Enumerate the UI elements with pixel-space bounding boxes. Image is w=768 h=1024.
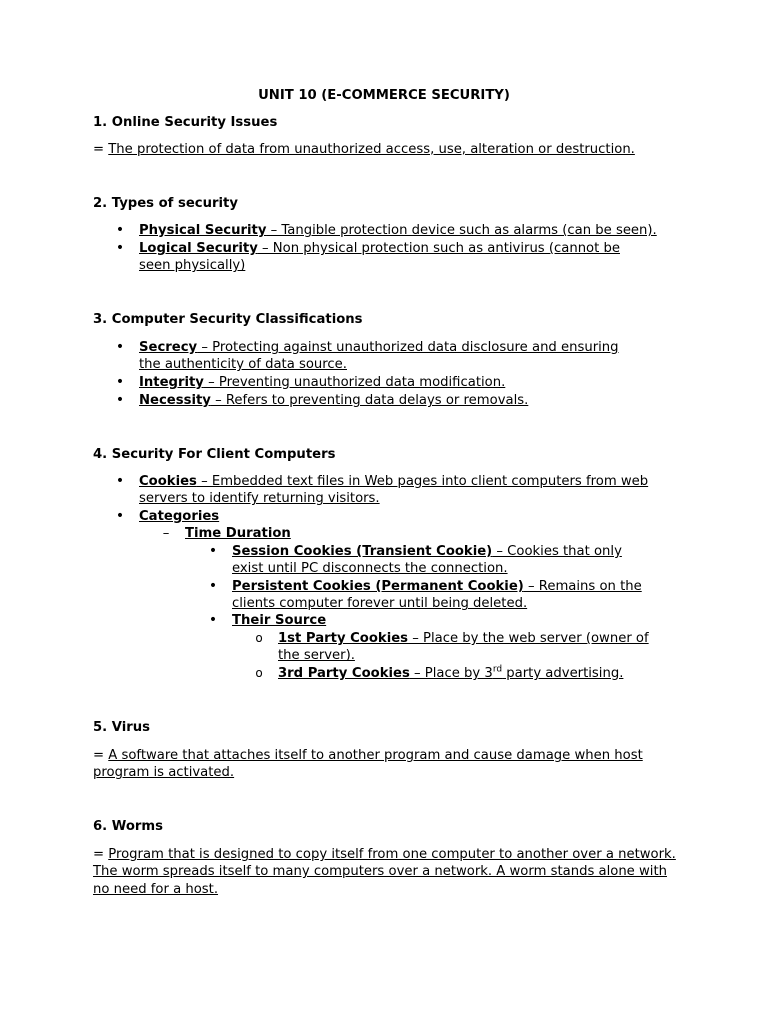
bullet-icon (113, 222, 127, 239)
item-term: Categories (139, 509, 220, 524)
bullet-icon (113, 392, 127, 409)
section-3-heading (93, 311, 693, 328)
section-heading: 4. Security For Client Computers (93, 447, 336, 462)
item-term: 3rd Party Cookies (278, 666, 410, 681)
bullet-icon (206, 612, 220, 629)
item-desc: – Remains on the clients computer forever until being deleted. (232, 579, 642, 612)
definition-prefix: = (93, 847, 109, 862)
item-term: 1st Party Cookies (278, 631, 409, 646)
definition-text: The protection of data from unauthorized access, use, alteration or destruction. (108, 142, 635, 157)
item-term: Logical Security (139, 241, 258, 256)
item-term: Cookies (139, 474, 197, 489)
bullet-icon (206, 578, 220, 595)
bullet-icon (113, 473, 127, 490)
section-heading: 3. Computer Security Classifications (93, 312, 363, 327)
section-heading: 2. Types of security (93, 196, 238, 211)
bullet-icon (113, 339, 127, 356)
definition-prefix: = (93, 748, 109, 763)
section-2-heading (93, 195, 693, 212)
item-term: Secrecy (139, 340, 198, 355)
section-1-definition (93, 141, 683, 158)
item-desc: – Tangible protection device such as alarms (can be seen). (266, 223, 657, 238)
section-6-heading (93, 818, 693, 835)
dash-icon (159, 525, 173, 542)
item-term: Session Cookies (Transient Cookie) (232, 544, 493, 559)
item-desc: – Cookies that only exist until PC disconnects the connection. (232, 544, 622, 577)
bullet-icon (113, 508, 127, 525)
item-term: Necessity (139, 393, 211, 408)
circle-bullet-icon (252, 665, 266, 682)
section-5-definition (93, 747, 683, 782)
item-term: Integrity (139, 375, 204, 390)
item-desc: – Embedded text files in Web pages into client computers from web servers to identify returning visitors. (139, 474, 649, 507)
item-desc: – Preventing unauthorized data modification. (203, 375, 506, 390)
item-term: Physical Security (139, 223, 267, 238)
item-term: Their Source (232, 613, 327, 628)
bullet-icon (206, 543, 220, 560)
definition-text: A software that attaches itself to another program and cause damage when host program is activated. (93, 748, 643, 781)
section-6-definition (93, 846, 683, 898)
definition-text: Program that is designed to copy itself from one computer to another over a network. The worm spreads itself to many computers over a network. A worm stands alone with no need for a host. (93, 847, 676, 897)
bullet-icon (113, 374, 127, 391)
section-1-heading (93, 114, 693, 131)
item-desc: – Place by the web server (owner of the server). (278, 631, 649, 664)
item-term: Time Duration (185, 526, 291, 541)
item-term: Persistent Cookies (Permanent Cookie) (232, 579, 524, 594)
item-desc: – Refers to preventing data delays or removals. (210, 393, 529, 408)
item-desc: party advertising. (502, 666, 624, 681)
page-title: UNIT 10 (E-COMMERCE SECURITY) (258, 88, 510, 103)
section-5-heading (93, 719, 693, 736)
section-4-heading (93, 446, 693, 463)
bullet-icon (113, 240, 127, 257)
section-heading: 6. Worms (93, 819, 164, 834)
item-desc: – Non physical protection such as antivirus (cannot be seen physically) (139, 241, 620, 274)
definition-prefix: = (93, 142, 109, 157)
section-heading: 5. Virus (93, 720, 151, 735)
item-desc: – Protecting against unauthorized data disclosure and ensuring the authenticity of data source. (139, 340, 619, 373)
circle-bullet-icon (252, 630, 266, 647)
item-desc: – Place by 3 (409, 666, 493, 681)
superscript: rd (492, 664, 503, 675)
section-heading: 1. Online Security Issues (93, 115, 278, 130)
